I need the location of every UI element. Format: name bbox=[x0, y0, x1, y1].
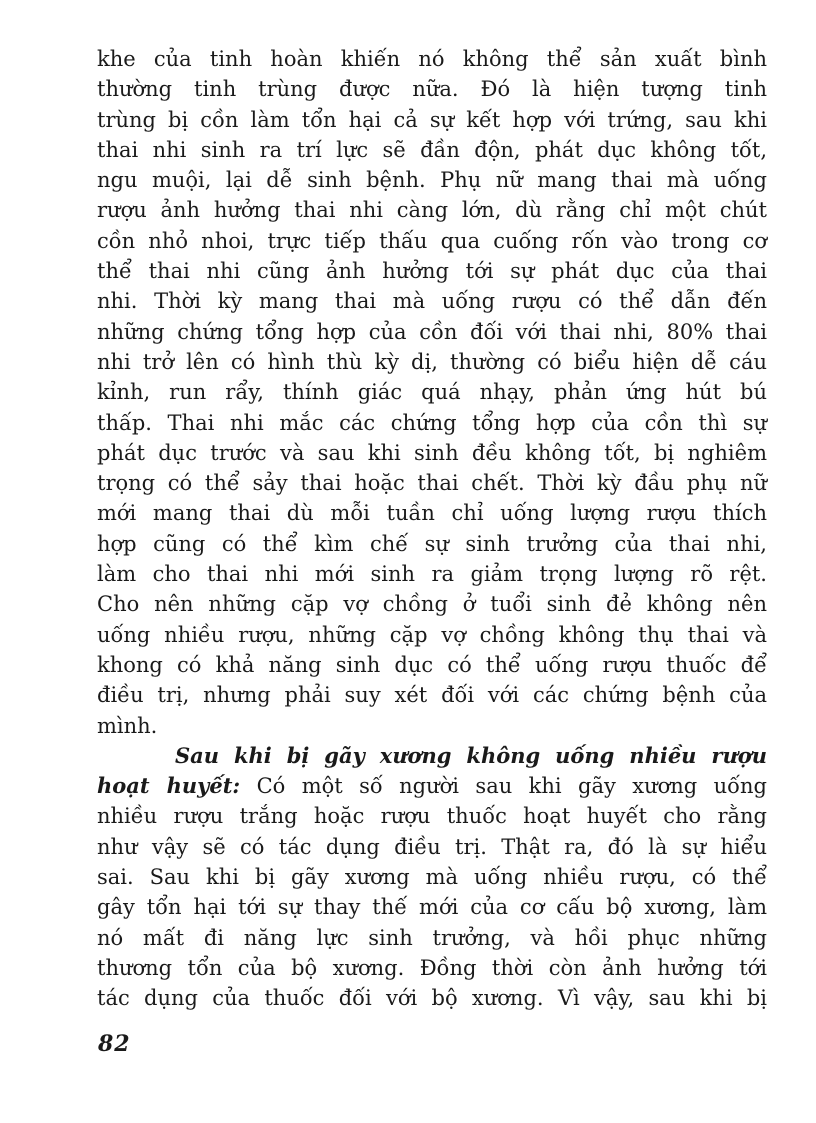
paragraph-1-line: thai nhi sinh ra trí lực sẽ đần độn, phát dục không tốt, bbox=[97, 137, 767, 162]
paragraph-2-line: thương tổn của bộ xương. Đồng thời còn ảnh hưởng tới bbox=[97, 955, 767, 980]
paragraph-1-line: mình. bbox=[97, 713, 158, 738]
paragraph-1-line: nhi. Thời kỳ mang thai mà uống rượu có thể dẫn đến bbox=[97, 289, 767, 314]
paragraph-1-line: thể thai nhi cũng ảnh hưởng tới sự phát dục của thai bbox=[97, 259, 767, 284]
paragraph-2-line-2 bbox=[97, 771, 767, 801]
paragraph-1-line: khong có khả năng sinh dục có thể uống rượu thuốc để bbox=[97, 652, 767, 677]
section-heading: Sau khi bị gãy xương không uống nhiều rượu bbox=[175, 742, 767, 768]
paragraph-2-line: tác dụng của thuốc đối với bộ xương. Vì vậy, sau khi bị bbox=[97, 986, 767, 1011]
paragraph-1-line: ngu muội, lại dễ sinh bệnh. Phụ nữ mang thai mà uống bbox=[97, 168, 767, 193]
paragraph-1-line: rượu ảnh hưởng thai nhi càng lớn, dù rằng chỉ một chút bbox=[97, 198, 767, 223]
paragraph-1-line: điều trị, nhưng phải suy xét đối với các chứng bệnh của bbox=[97, 683, 767, 708]
paragraph-1-line: hợp cũng có thể kìm chế sự sinh trưởng của thai nhi, bbox=[97, 531, 767, 556]
paragraph-1-line: uống nhiều rượu, những cặp vợ chồng không thụ thai và bbox=[97, 622, 767, 647]
paragraph-1-line: trùng bị cồn làm tổn hại cả sự kết hợp với trứng, sau khi bbox=[97, 107, 767, 132]
paragraph-1 bbox=[97, 44, 767, 741]
paragraph-2-line: nhiều rượu trắng hoặc rượu thuốc hoạt huyết cho rằng bbox=[97, 804, 767, 829]
body-text bbox=[97, 44, 767, 1014]
paragraph-2-line: nó mất đi năng lực sinh trưởng, và hồi phục những bbox=[97, 925, 767, 950]
paragraph-1-line: làm cho thai nhi mới sinh ra giảm trọng lượng rõ rệt. bbox=[97, 562, 767, 587]
paragraph-1-line: thấp. Thai nhi mắc các chứng tổng hợp của cồn thì sự bbox=[97, 410, 767, 435]
paragraph-1-line: kỉnh, run rẩy, thính giác quá nhạy, phản ứng hút bú bbox=[97, 380, 767, 405]
paragraph-1-line: khe của tinh hoàn khiến nó không thể sản xuất bình bbox=[97, 47, 767, 71]
paragraph-2-line-2-text: Có một số người sau khi gãy xương uống bbox=[240, 774, 767, 799]
paragraph-2-heading-line bbox=[97, 741, 767, 771]
paragraph-1-line: nhi trở lên có hình thù kỳ dị, thường có biểu hiện dễ cáu bbox=[97, 349, 767, 374]
paragraph-2 bbox=[97, 741, 767, 1014]
paragraph-2-line: như vậy sẽ có tác dụng điều trị. Thật ra, đó là sự hiểu bbox=[97, 834, 767, 859]
section-heading-continued: hoạt huyết: bbox=[97, 773, 241, 799]
paragraph-1-line: Cho nên những cặp vợ chồng ở tuổi sinh đẻ không nên bbox=[97, 592, 767, 617]
page-number: 82 bbox=[98, 1031, 131, 1057]
paragraph-2-line: sai. Sau khi bị gãy xương mà uống nhiều rượu, có thể bbox=[97, 865, 767, 890]
paragraph-1-line: trọng có thể sảy thai hoặc thai chết. Thời kỳ đầu phụ nữ bbox=[97, 471, 767, 496]
paragraph-1-line: thường tinh trùng được nữa. Đó là hiện tượng tinh bbox=[97, 77, 767, 102]
paragraph-1-line: phát dục trước và sau khi sinh đều không tốt, bị nghiêm bbox=[97, 440, 767, 465]
paragraph-2-line: gây tổn hại tới sự thay thế mới của cơ cấu bộ xương, làm bbox=[97, 895, 767, 920]
paragraph-1-line: những chứng tổng hợp của cồn đối với thai nhi, 80% thai bbox=[97, 319, 767, 344]
paragraph-1-line: cồn nhỏ nhoi, trực tiếp thấu qua cuống rốn vào trong cơ bbox=[97, 228, 767, 253]
paragraph-1-line: mới mang thai dù mỗi tuần chỉ uống lượng rượu thích bbox=[97, 501, 767, 526]
